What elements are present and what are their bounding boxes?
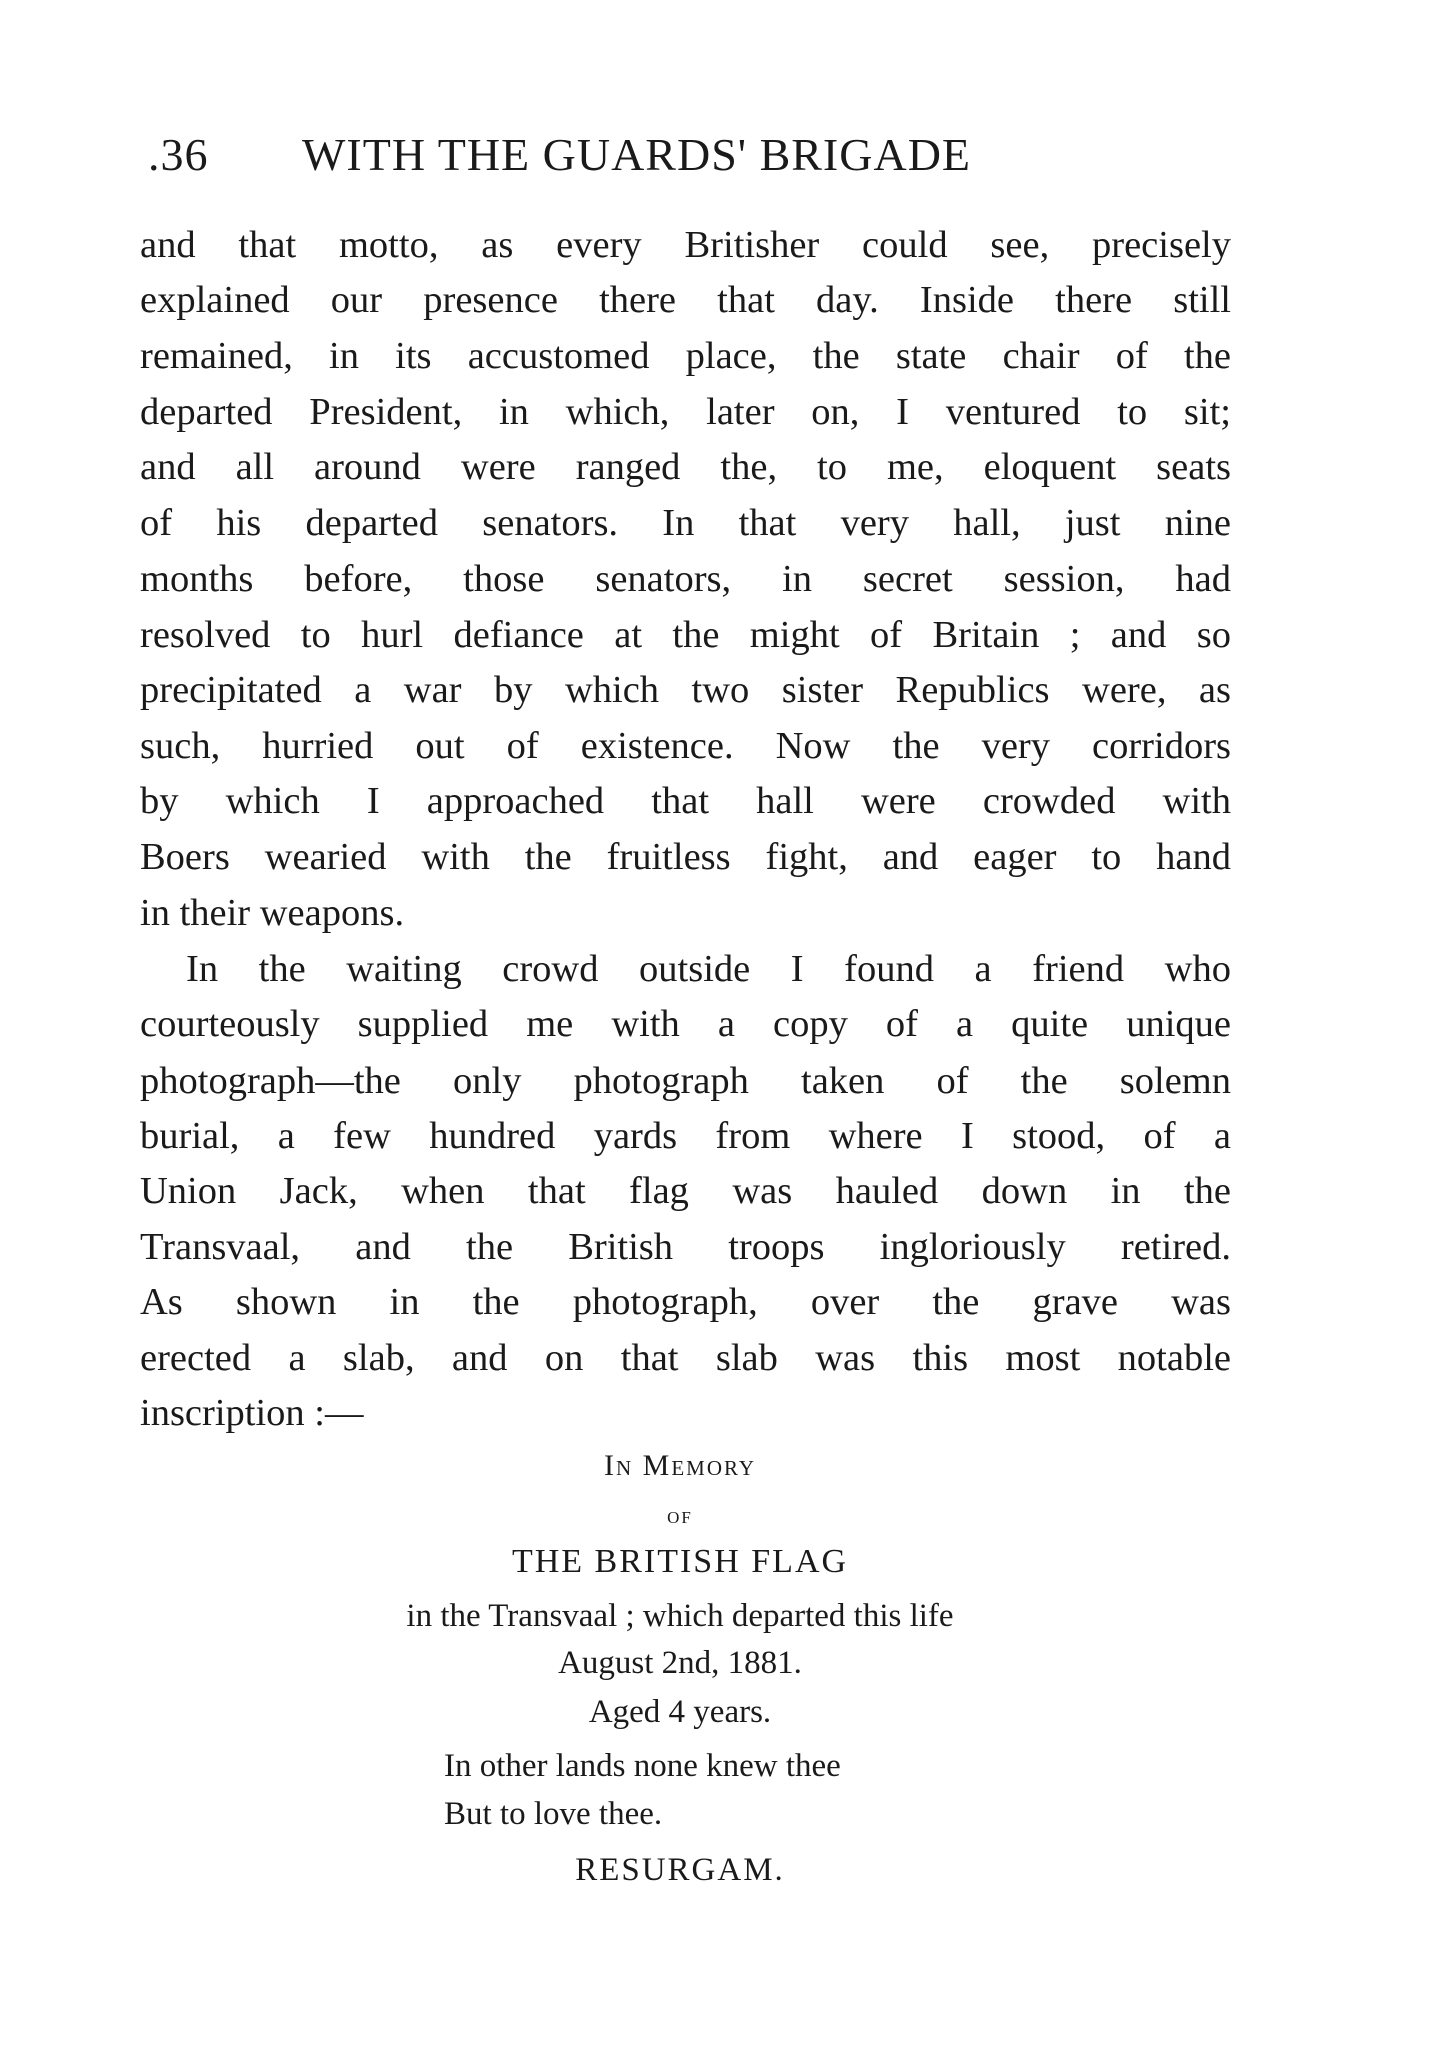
inscription-line: in the Transvaal ; which departed this life: [406, 1598, 954, 1634]
text-line: months before, those senators, in secret session, had: [140, 558, 1231, 600]
page-number: .36: [148, 129, 209, 180]
text-line: Boers wearied with the fruitless fight, and eager to hand: [140, 836, 1231, 878]
text-line: Transvaal, and the British troops ingloriously retired.: [140, 1226, 1231, 1268]
inscription-line: THE BRITISH FLAG: [511, 1543, 849, 1580]
text-line: explained our presence there that day. Inside there still: [140, 279, 1231, 321]
text-line: remained, in its accustomed place, the state chair of the: [140, 335, 1231, 377]
text-line: of his departed senators. In that very hall, just nine: [140, 502, 1231, 544]
text-line: inscription :—: [140, 1392, 364, 1434]
text-line: courteously supplied me with a copy of a quite unique: [140, 1003, 1231, 1045]
inscription-line: But to love thee.: [444, 1796, 663, 1832]
running-title: WITH THE GUARDS' BRIGADE: [302, 129, 972, 180]
inscription-line: In Memory: [603, 1449, 756, 1482]
text-line: resolved to hurl defiance at the might of Britain ; and so: [140, 614, 1231, 656]
text-line: As shown in the photograph, over the grave was: [140, 1281, 1231, 1323]
text-line: by which I approached that hall were crowded with: [140, 780, 1231, 822]
inscription-line: In other lands none knew thee: [444, 1748, 841, 1784]
inscription-line: August 2nd, 1881.: [558, 1645, 802, 1681]
text-line: burial, a few hundred yards from where I stood, of a: [140, 1115, 1231, 1157]
text-line: in their weapons.: [140, 892, 405, 934]
text-line: such, hurried out of existence. Now the very corridors: [140, 725, 1231, 767]
text-line: Union Jack, when that flag was hauled down in the: [140, 1170, 1231, 1212]
inscription-line: Aged 4 years.: [588, 1694, 772, 1730]
text-line: erected a slab, and on that slab was this most notable: [140, 1337, 1231, 1379]
text-line: and that motto, as every Britisher could see, precisely: [140, 224, 1231, 266]
text-line: photograph—the only photograph taken of the solemn: [140, 1060, 1231, 1102]
text-line: departed President, in which, later on, I ventured to sit;: [140, 391, 1231, 433]
text-line: In the waiting crowd outside I found a friend who: [186, 948, 1231, 990]
text-line: and all around were ranged the, to me, eloquent seats: [140, 446, 1231, 488]
text-line: precipitated a war by which two sister Republics were, as: [140, 669, 1231, 711]
inscription-line: RESURGAM.: [575, 1852, 785, 1888]
inscription-line: of: [667, 1503, 693, 1529]
